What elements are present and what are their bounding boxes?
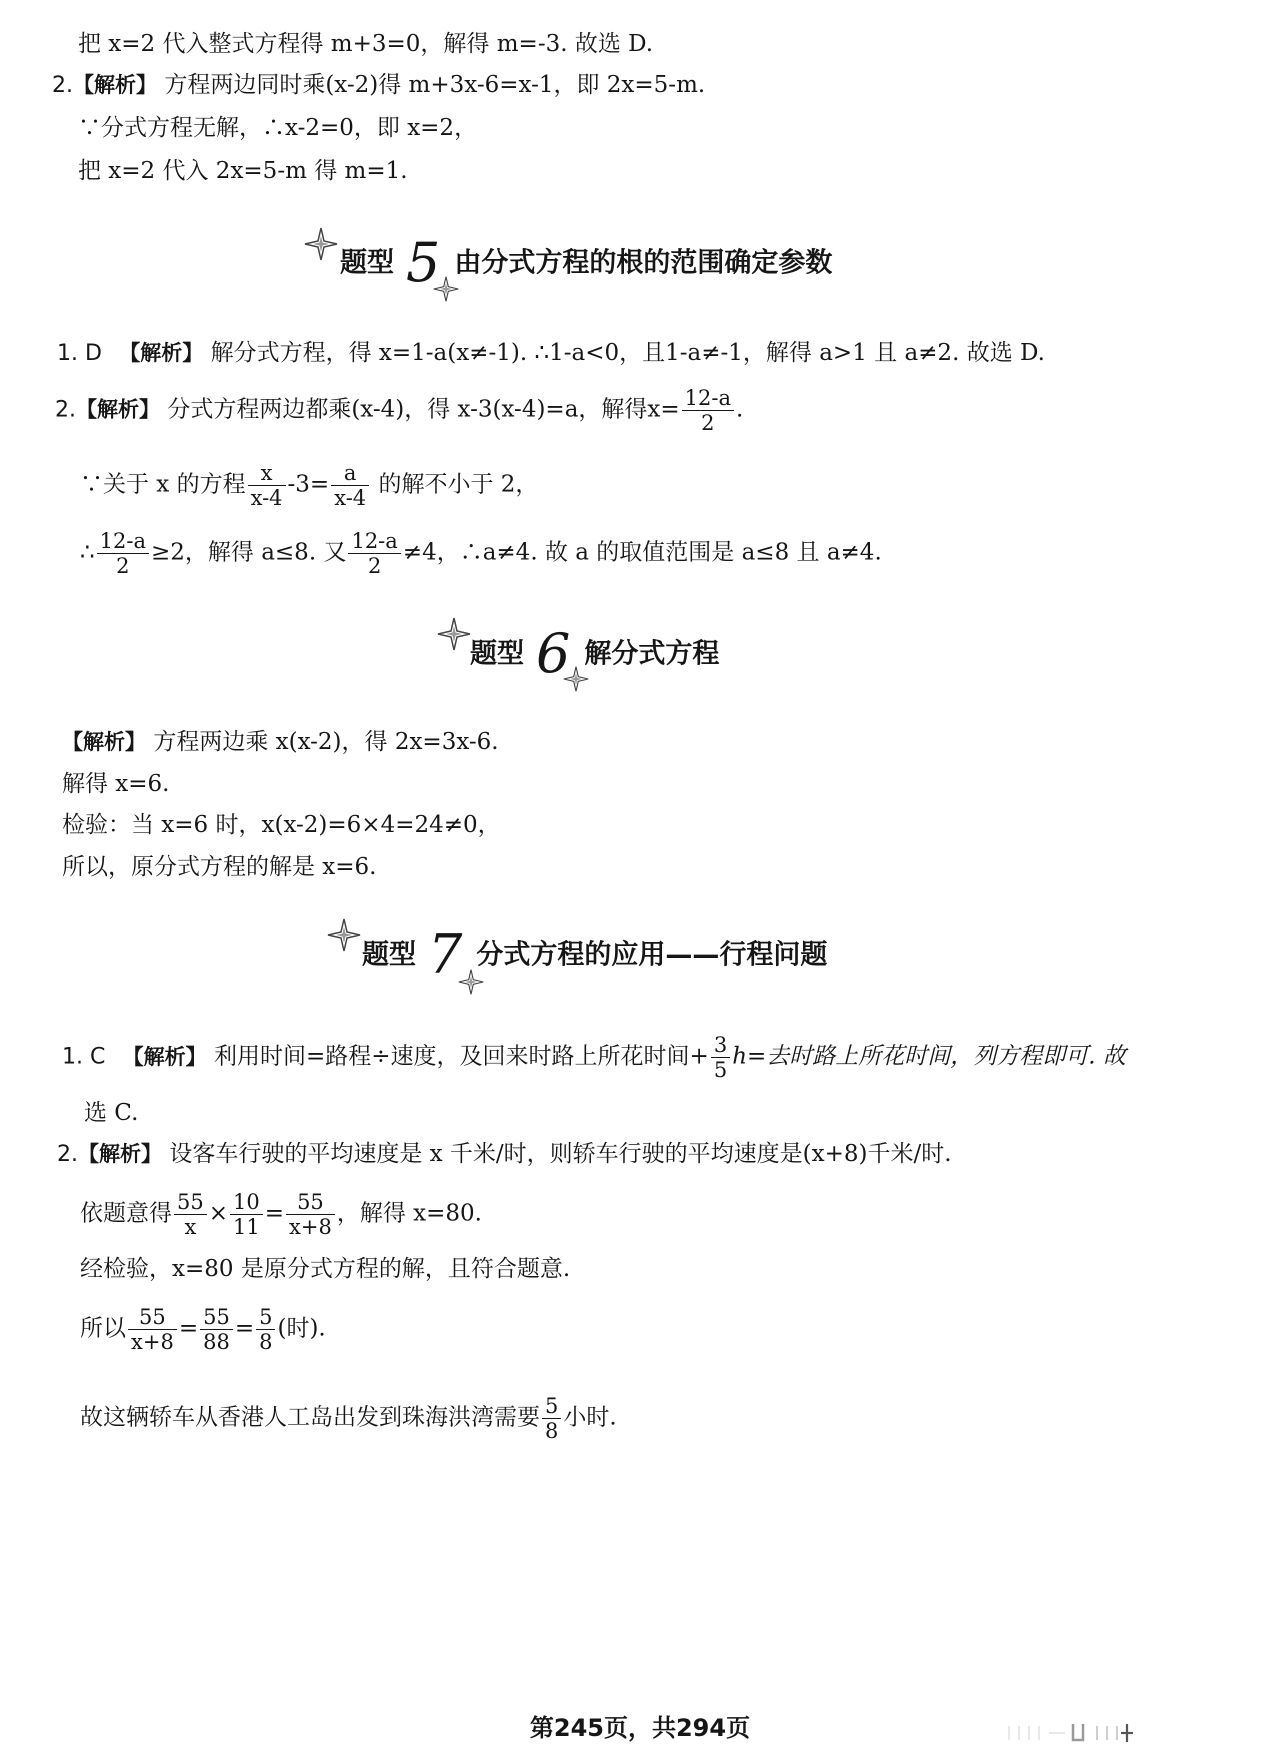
math-text: .	[736, 396, 744, 423]
text-line	[80, 1394, 617, 1443]
text-line	[78, 160, 408, 183]
text-line	[80, 1190, 482, 1239]
denominator: x+8	[289, 1215, 332, 1240]
math-text: 方程两边乘 x(x-2)，得 2x=3x-6.	[153, 729, 499, 755]
numerator: x	[248, 461, 286, 486]
denominator: x+8	[131, 1330, 174, 1355]
section-heading	[340, 231, 833, 294]
text-line	[80, 1305, 326, 1354]
fraction	[200, 1305, 233, 1354]
math-text: ×	[208, 1200, 229, 1227]
math-text: 设客车行驶的平均速度是 x 千米/时，则轿车行驶的平均速度是(x+8)千米/时.	[169, 1141, 952, 1167]
math-text: ≠4，∴a≠4. 故 a 的取值范围是 a≤8 且 a≠4.	[402, 539, 882, 566]
text-line	[84, 1102, 138, 1125]
numerator: 12-a	[348, 529, 400, 554]
denominator: 8	[259, 1330, 273, 1355]
section-number: 5	[406, 231, 441, 294]
math-text: ≥2，解得 a≤8. 又	[150, 539, 347, 566]
analysis-tag: 【解析】	[76, 397, 160, 422]
fraction	[682, 386, 734, 435]
section-number: 6	[536, 622, 571, 685]
analysis-tag: 【解析】	[62, 730, 146, 754]
numerator: 10	[230, 1190, 263, 1215]
numerator: 12-a	[682, 386, 734, 411]
fraction	[97, 529, 149, 578]
section-label: 题型	[340, 247, 394, 279]
math-text: 解得 x=6.	[62, 771, 170, 797]
denominator: 88	[203, 1330, 230, 1355]
section-number: 7	[428, 923, 463, 986]
text-line	[62, 856, 377, 879]
analysis-tag: 【解析】	[73, 73, 157, 97]
math-text: (时).	[277, 1315, 326, 1342]
fraction	[348, 529, 400, 578]
denominator: 2	[116, 554, 130, 579]
math-text: 解分式方程，得 x=1-a(x≠-1). ∴1-a<0，且1-a≠-1，解得 a>1 且 a≠2. 故选 D.	[210, 340, 1045, 366]
math-text: -3=	[287, 471, 330, 498]
sparkle-icon	[437, 617, 471, 651]
answer-item	[57, 1143, 952, 1166]
denominator: x-4	[334, 486, 367, 511]
answer-item	[52, 74, 705, 97]
answer-item	[55, 386, 743, 435]
numerator: 55	[200, 1305, 233, 1330]
math-text: =	[234, 1315, 255, 1342]
math-text: 把 x=2 代入整式方程得 m+3=0，解得 m=-3. 故选 D.	[78, 31, 654, 57]
math-text: 把 x=2 代入 2x=5-m 得 m=1.	[78, 158, 408, 184]
fraction	[128, 1305, 177, 1354]
question-number: 2.	[55, 397, 76, 423]
analysis-tag: 【解析】	[78, 1142, 162, 1166]
math-text: h=去时路上所花时间，列方程即可. 故	[732, 1043, 1126, 1070]
answer-item	[62, 731, 499, 754]
math-text: 分式方程两边都乘(x-4)，得 x-3(x-4)=a，解得x=	[167, 396, 680, 423]
numerator: 5	[542, 1394, 561, 1419]
section-title: 解分式方程	[584, 638, 720, 670]
math-text: 方程两边同时乘(x-2)得 m+3x-6=x-1，即 2x=5-m.	[164, 72, 706, 98]
section-title: 分式方程的应用——行程问题	[476, 939, 828, 971]
math-text: 检验：当 x=6 时，x(x-2)=6×4=24≠0，	[62, 812, 501, 838]
denominator: 2	[701, 411, 715, 436]
answer-item	[62, 1033, 1126, 1082]
math-text: 利用时间=路程÷速度，及回来时路上所花时间+	[213, 1043, 709, 1070]
fraction	[286, 1190, 335, 1239]
denominator: 8	[545, 1419, 559, 1444]
math-text: 的解不小于 2，	[378, 471, 539, 498]
text-line	[78, 33, 653, 56]
fraction	[711, 1033, 730, 1082]
math-text: 所以，原分式方程的解是 x=6.	[62, 854, 377, 880]
sparkle-icon	[327, 918, 361, 952]
denominator: 11	[233, 1215, 260, 1240]
fraction	[331, 461, 369, 510]
question-number: 2.	[57, 1142, 78, 1167]
analysis-tag: 【解析】	[122, 1044, 207, 1069]
numerator: 55	[174, 1190, 207, 1215]
text-line	[62, 814, 501, 837]
sparkle-icon	[304, 227, 338, 261]
question-number: 2.	[52, 73, 73, 98]
section-label: 题型	[470, 638, 524, 670]
denominator: 2	[367, 554, 382, 579]
math-text: ，解得 x=80.	[336, 1200, 482, 1227]
question-number: 1. C	[62, 1044, 106, 1070]
fraction	[230, 1190, 263, 1239]
math-text: 小时.	[563, 1404, 617, 1431]
text-line	[80, 461, 538, 510]
denominator: x	[184, 1215, 197, 1240]
numerator: 55	[128, 1305, 177, 1330]
fraction	[542, 1394, 561, 1443]
numerator: a	[331, 461, 369, 486]
section-label: 题型	[362, 939, 416, 971]
viewer-controls[interactable]	[1005, 1720, 1135, 1746]
math-text: =	[178, 1315, 199, 1342]
section-heading	[470, 622, 720, 685]
denominator: x-4	[250, 486, 283, 511]
denominator: 5	[713, 1058, 728, 1083]
page-indicator: 第245页，共294页	[529, 1714, 751, 1742]
math-text: 故这辆轿车从香港人工岛出发到珠海洪湾需要	[80, 1404, 540, 1431]
answer-item	[57, 342, 1045, 365]
math-text: =	[264, 1200, 285, 1227]
numerator: 5	[256, 1305, 275, 1330]
fraction	[174, 1190, 207, 1239]
math-text: 选 C.	[84, 1100, 139, 1126]
math-text: ∴	[80, 539, 95, 566]
math-text: ∵关于 x 的方程	[80, 471, 246, 498]
fraction	[256, 1305, 275, 1354]
text-line	[80, 529, 882, 578]
text-line	[78, 117, 477, 140]
text-line	[62, 773, 170, 796]
section-title: 由分式方程的根的范围确定参数	[454, 247, 833, 279]
text-line	[80, 1258, 570, 1281]
section-heading	[362, 923, 828, 986]
math-text: ∵分式方程无解，∴x-2=0，即 x=2，	[78, 115, 478, 141]
math-text: 经检验，x=80 是原分式方程的解，且符合题意.	[80, 1256, 571, 1282]
numerator: 3	[711, 1033, 730, 1058]
question-number: 1. D	[57, 341, 102, 366]
math-text: 所以	[80, 1315, 126, 1342]
fraction	[248, 461, 286, 510]
math-text: 依题意得	[80, 1200, 172, 1227]
numerator: 12-a	[97, 529, 149, 554]
numerator: 55	[286, 1190, 335, 1215]
analysis-tag: 【解析】	[119, 341, 204, 365]
